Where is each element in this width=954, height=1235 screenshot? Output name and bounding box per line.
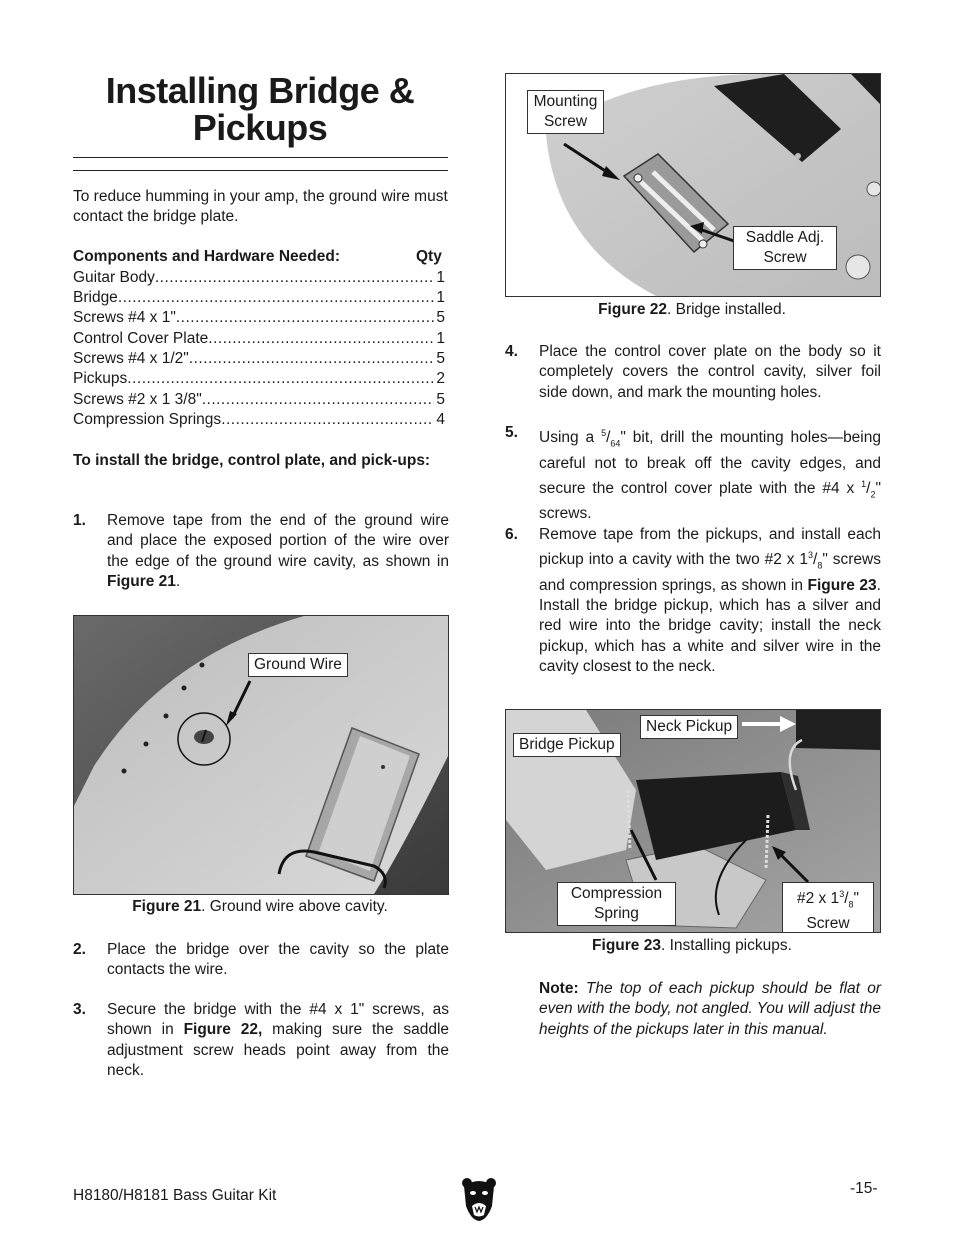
- bridge-pickup-callout: Bridge Pickup: [513, 733, 621, 757]
- page-number: -15-: [850, 1180, 878, 1197]
- figure-21-photo: [73, 615, 449, 895]
- step-4-number: 4.: [505, 343, 518, 360]
- step-4-text: Place the control cover plate on the body so it completely covers the control cavity, silver foil side down, and mark the mounting holes.: [539, 343, 881, 401]
- bear-head-icon: [461, 1176, 497, 1222]
- figure-23-photo: [505, 709, 881, 933]
- component-row: Pickups ..... 2: [73, 369, 445, 389]
- bear-logo: [461, 1176, 497, 1222]
- footer-model: H8180/H8181 Bass Guitar Kit: [73, 1187, 277, 1204]
- screw-callout: #2 x $1^3/_8$" Screw: [782, 882, 874, 933]
- step-6-text: Remove tape from the pickups, and install each pickup into a cavity with the two #2 x $1^3/_8$" screws and compression springs, as shown in Figure 23. Install the bridge pickup, which has a silver and red wire into the bridge cavity; install the neck pickup, which has a white and silver wire in the cavity closest to the neck.: [539, 526, 881, 676]
- component-row: Bridge ..... 1: [73, 288, 445, 308]
- component-row: Screws #4 x 1/2" ..... 5: [73, 349, 445, 369]
- component-row: Screws #4 x 1" ..... 5: [73, 308, 445, 328]
- component-row: Screws #2 x 1 3/8" ..... 5: [73, 390, 445, 410]
- figure-22-caption: Figure 22. Bridge installed.: [598, 301, 786, 318]
- components-heading: Components and Hardware Needed:: [73, 248, 340, 265]
- component-row: Control Cover Plate ..... 1: [73, 329, 445, 349]
- install-heading: To install the bridge, control plate, and pick-ups:: [73, 452, 431, 469]
- step-2-text: Place the bridge over the cavity so the plate contacts the wire.: [107, 941, 449, 979]
- title-line-1: Installing Bridge &: [105, 70, 415, 111]
- step-3-text: Secure the bridge with the #4 x 1" screws, as shown in Figure 22, making sure the saddle adjustment screw heads point away from the neck.: [107, 1001, 450, 1079]
- intro-text: To reduce humming in your amp, the ground wire must contact the bridge plate.: [73, 188, 448, 226]
- compression-spring-callout: Compression Spring: [557, 882, 676, 926]
- saddle-adj-screw-callout: Saddle Adj. Screw: [733, 226, 837, 270]
- page-title: [72, 72, 448, 146]
- title-line-2: Pickups: [192, 107, 328, 148]
- component-row: Compression Springs ..... 4: [73, 410, 445, 430]
- figure-22-photo: [505, 73, 881, 297]
- step-1-text: Remove tape from the end of the ground wire and place the exposed portion of the wire over the edge of the ground wire cavity, as shown in Figure 21.: [107, 512, 449, 590]
- step-1-number: 1.: [73, 512, 86, 529]
- ground-wire-callout: Ground Wire: [248, 653, 348, 677]
- figure-23-caption: Figure 23. Installing pickups.: [592, 937, 792, 954]
- note-text: Note: The top of each pickup should be flat or even with the body, not angled. You will adjust the heights of the pickups later in this manual.: [539, 980, 881, 1038]
- step-6-number: 6.: [505, 526, 518, 543]
- title-rule-bottom: [73, 170, 448, 171]
- title-rule-top: [73, 157, 448, 158]
- step-5-number: 5.: [505, 424, 518, 441]
- mounting-screw-callout: Mounting Screw: [527, 90, 604, 134]
- neck-pickup-callout: Neck Pickup: [640, 715, 738, 739]
- step-3-number: 3.: [73, 1001, 86, 1018]
- step-5-text: Using a $^5/_{64}$" bit, drill the mounting holes—being careful not to break off the cavity edges, and secure the control cover plate with the #4 x $^1/_2$" screws.: [539, 428, 881, 523]
- qty-heading: Qty: [416, 248, 442, 265]
- figure-21-caption: Figure 21. Ground wire above cavity.: [132, 898, 388, 915]
- component-row: Guitar Body ..... 1: [73, 268, 445, 288]
- step-2-number: 2.: [73, 941, 86, 958]
